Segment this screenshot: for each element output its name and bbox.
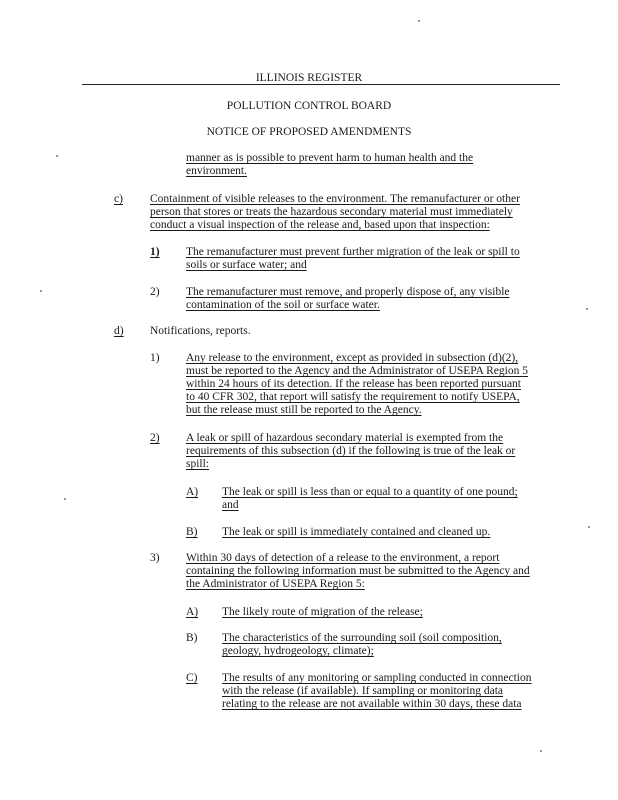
d-item-2-label: 2) [150,432,160,444]
board-title: POLLUTION CONTROL BOARD [226,100,392,112]
d2-sub-a-label: A) [186,486,199,498]
d2-sub-a-line-1: The leak or spill is less than or equal to a quantity of one pound; [222,486,518,498]
d-item-2-line-3: spill: [186,458,210,470]
d-item-3-line-2: containing the following information must be submitted to the Agency and [186,565,530,577]
c-item-1-line-1: The remanufacturer must prevent further migration of the leak or spill to [186,246,520,258]
d-item-1-line-4: to 40 CFR 302, that report will satisfy the requirement to notify USEPA, [186,391,520,403]
d-item-3-line-3: the Administrator of USEPA Region 5: [186,578,365,590]
scan-speck [540,750,542,752]
c-item-1-label: 1) [150,246,160,258]
section-d-heading: Notifications, reports. [150,325,251,337]
section-d-label: d) [114,325,124,337]
d3-sub-b-label: B) [186,632,198,644]
d-item-1-label: 1) [150,352,160,364]
c-item-2-line-1: The remanufacturer must remove, and properly dispose of, any visible [186,286,510,298]
notice-title: NOTICE OF PROPOSED AMENDMENTS [206,126,412,138]
scan-speck [64,498,66,500]
scan-speck [418,20,420,22]
register-title: ILLINOIS REGISTER [255,72,363,84]
c-item-2-label: 2) [150,286,160,298]
c-item-2-line-2: contamination of the soil or surface water. [186,299,380,311]
section-c-line-2: person that stores or treats the hazardous secondary material must immediately [150,206,513,218]
c-item-1-line-2: soils or surface water; and [186,259,307,271]
d3-sub-a-label: A) [186,606,199,618]
d-item-3-line-1: Within 30 days of detection of a release to the environment, a report [186,552,500,564]
scan-speck [56,155,58,157]
d-item-1-line-5: but the release must still be reported to the Agency. [186,404,422,416]
section-c-line-3: conduct a visual inspection of the release and, based upon that inspection: [150,219,490,231]
d3-sub-c-line-2: with the release (if available). If sampling or monitoring data [222,685,504,697]
d2-sub-b-label: B) [186,526,198,538]
d-item-2-line-2: requirements of this subsection (d) if the following is true of the leak or [186,445,516,457]
scan-speck [586,308,588,310]
section-c-label: c) [114,193,123,205]
d-item-1-line-2: must be reported to the Agency and the Administrator of USEPA Region 5 [186,365,528,377]
d-item-3-label: 3) [150,552,160,564]
d-item-2-line-1: A leak or spill of hazardous secondary material is exempted from the [186,432,504,444]
d3-sub-b-line-2: geology, hydrogeology, climate); [222,645,374,657]
d-item-1-line-1: Any release to the environment, except as provided in subsection (d)(2), [186,352,519,364]
d3-sub-c-label: C) [186,672,198,684]
d3-sub-a-line-1: The likely route of migration of the release; [222,606,423,618]
d-item-1-line-3: within 24 hours of its detection. If the release has been reported pursuant [186,378,521,390]
d3-sub-c-line-3: relating to the release are not available within 30 days, these data [222,698,522,710]
scan-speck [40,290,42,292]
d3-sub-b-line-1: The characteristics of the surrounding soil (soil composition, [222,632,502,644]
section-c-line-1: Containment of visible releases to the environment. The remanufacturer or other [150,193,520,205]
d3-sub-c-line-1: The results of any monitoring or sampling conducted in connection [222,672,532,684]
d2-sub-b-line-1: The leak or spill is immediately contained and cleaned up. [222,526,491,538]
scan-speck [588,526,590,528]
intro-line-1: manner as is possible to prevent harm to human health and the [186,152,474,164]
d2-sub-a-line-2: and [222,499,239,511]
intro-line-2: environment. [186,165,247,177]
